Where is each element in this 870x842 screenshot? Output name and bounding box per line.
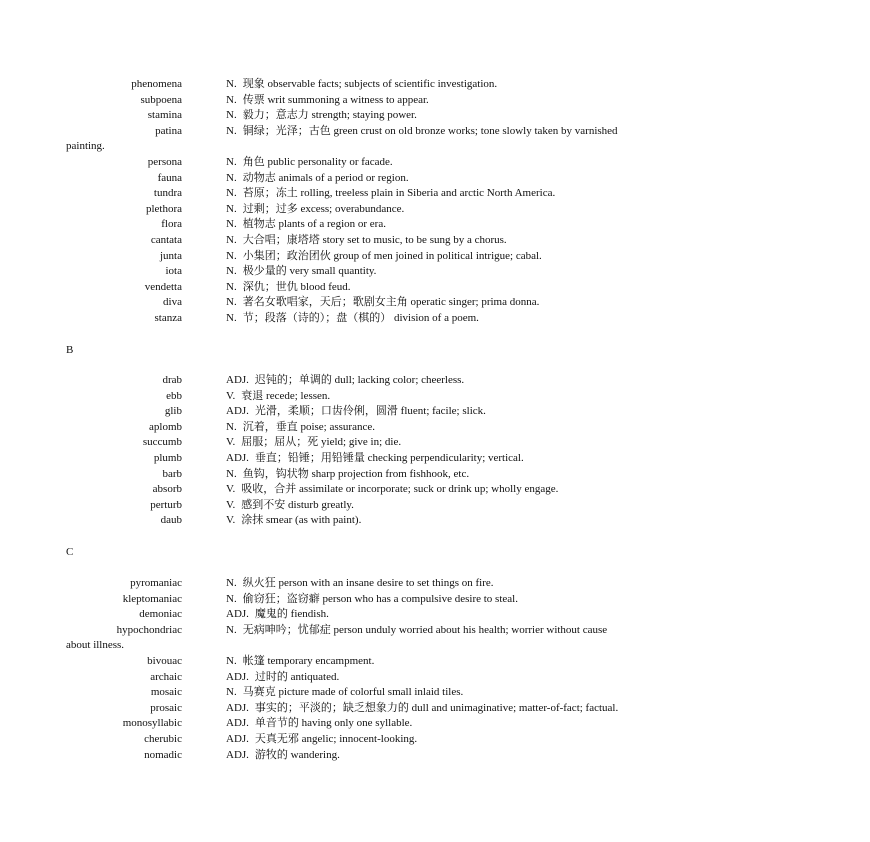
entry-definition-text: 天真无邪 angelic; innocent-looking. (254, 732, 418, 745)
vocab-entry (0, 404, 870, 420)
entry-definition-text: 毅力；意志力 strength; staying power. (242, 109, 417, 122)
entry-definition (226, 498, 354, 514)
entry-definition-text: 感到不安 disturb greatly. (241, 498, 354, 511)
entry-definition-text: 光滑，柔顺；口齿伶俐，圆滑 fluent; facile; slick. (254, 405, 486, 418)
entry-word: fauna (157, 171, 182, 184)
entry-word: monosyllabic (122, 717, 182, 730)
entry-part-of-speech: ADJ. (226, 451, 249, 464)
vocab-entry (0, 280, 870, 296)
entry-word: pyromaniac (130, 577, 182, 589)
entry-definition-text: 小集团；政治团伙 group of men joined in political intrigue; cabal. (242, 249, 542, 262)
entry-part-of-speech: N. (226, 249, 237, 262)
entry-definition-continuation: painting. (66, 140, 105, 153)
entry-word: barb (162, 467, 182, 480)
entry-definition (226, 389, 330, 405)
entry-definition (226, 420, 375, 436)
entry-word: phenomena (131, 78, 182, 90)
entry-part-of-speech: V. (226, 498, 236, 511)
section-letter-b: B (66, 344, 74, 356)
entry-part-of-speech: ADJ. (226, 701, 249, 714)
entry-part-of-speech: ADJ. (226, 405, 249, 418)
entry-definition (226, 202, 404, 218)
entry-word: demoniac (139, 608, 182, 621)
entry-part-of-speech: N. (226, 202, 237, 215)
entry-definition-text: 魔鬼的 fiendish. (254, 608, 329, 621)
entry-definition (226, 623, 786, 639)
entry-part-of-speech: N. (226, 311, 237, 324)
vocab-entry (0, 420, 870, 436)
entry-word: junta (160, 249, 182, 262)
section-letter-c: C (66, 546, 74, 558)
entry-word: diva (163, 296, 182, 309)
entry-definition-text: 事实的；平淡的；缺乏想象力的 dull and unimaginative; matter-of-fact; factual. (254, 701, 619, 714)
entry-definition-text: 鱼钩，钩状物 sharp projection from fishhook, etc. (242, 467, 470, 480)
entry-part-of-speech: ADJ. (226, 374, 249, 386)
entry-definition-text: 苔原；冻土 rolling, treeless plain in Siberia and arctic North America. (242, 187, 556, 200)
entry-word: plethora (145, 202, 182, 215)
entry-list-a (0, 77, 870, 327)
entry-definition (226, 373, 464, 389)
entry-definition-text: 游牧的 wandering. (254, 748, 340, 761)
vocab-entry (0, 685, 870, 701)
entry-definition-text: 铜绿；光泽；古色 green crust on old bronze works; tone slowly taken by varnished (242, 124, 618, 137)
entry-definition-text: 过剩；过多 excess; overabundance. (242, 202, 405, 215)
entry-definition-text: 单音节的 having only one syllable. (254, 717, 413, 730)
entry-definition-text: 无病呻吟；忧郁症 person unduly worried about his health; worrier without cause (242, 623, 608, 636)
entry-part-of-speech: ADJ. (226, 608, 249, 621)
entry-definition (226, 576, 494, 592)
entry-word: archaic (150, 670, 182, 683)
vocab-entry (0, 124, 870, 155)
entry-definition-text: 现象 observable facts; subjects of scientific investigation. (242, 78, 498, 90)
entry-definition-text: 传票 writ summoning a witness to appear. (242, 93, 429, 106)
entry-word: iota (165, 265, 182, 278)
entry-definition (226, 685, 463, 701)
entry-definition-text: 吸收，合并 assimilate or incorporate; suck or drink up; wholly engage. (241, 483, 559, 496)
entry-word: succumb (142, 436, 182, 449)
vocab-entry (0, 701, 870, 717)
entry-word: nomadic (144, 748, 182, 761)
vocab-entry (0, 467, 870, 483)
entry-word: persona (147, 155, 182, 168)
entry-word: stamina (147, 109, 182, 122)
entry-word: mosaic (150, 686, 182, 699)
vocab-entry (0, 217, 870, 233)
vocab-entry (0, 155, 870, 171)
vocab-entry (0, 93, 870, 109)
entry-word: drab (162, 374, 182, 386)
entry-part-of-speech: N. (226, 171, 237, 184)
entry-definition (226, 592, 518, 608)
vocab-entry (0, 249, 870, 265)
entry-part-of-speech: N. (226, 265, 237, 278)
vocab-entry (0, 435, 870, 451)
entry-definition (226, 249, 542, 265)
entry-word: cherubic (144, 732, 182, 745)
vocab-entry (0, 77, 870, 93)
vocab-entry (0, 451, 870, 467)
entry-word: glib (164, 405, 182, 418)
entry-definition (226, 701, 618, 717)
entry-part-of-speech: V. (226, 389, 236, 402)
vocab-entry (0, 482, 870, 498)
entry-definition (226, 607, 329, 623)
entry-part-of-speech: N. (226, 78, 237, 90)
vocab-entry (0, 748, 870, 764)
entry-definition-text: 纵火狂 person with an insane desire to set things on fire. (242, 577, 494, 589)
entry-word: tundra (153, 187, 182, 200)
entry-part-of-speech: N. (226, 109, 237, 122)
entry-definition (226, 435, 401, 451)
entry-definition (226, 451, 524, 467)
entry-definition (226, 171, 409, 187)
vocab-entry (0, 171, 870, 187)
entry-part-of-speech: V. (226, 436, 236, 449)
entry-part-of-speech: N. (226, 467, 237, 480)
entry-word: perturb (150, 498, 182, 511)
entry-part-of-speech: V. (226, 483, 236, 496)
entry-part-of-speech: N. (226, 592, 237, 605)
entry-definition (226, 77, 497, 93)
entry-part-of-speech: N. (226, 187, 237, 200)
entry-part-of-speech: N. (226, 280, 237, 293)
entry-part-of-speech: ADJ. (226, 717, 249, 730)
entry-definition-text: 极少量的 very small quantity. (242, 265, 377, 278)
entry-word: cantata (150, 233, 182, 246)
entry-word: daub (160, 514, 182, 527)
entry-part-of-speech: N. (226, 296, 237, 309)
entry-part-of-speech: ADJ. (226, 732, 249, 745)
entry-definition-text: 马赛克 picture made of colorful small inlaid tiles. (242, 686, 464, 699)
entry-definition (226, 404, 486, 420)
section-c (0, 576, 870, 763)
entry-definition (226, 93, 429, 109)
entry-list-b (0, 373, 870, 529)
entry-word: vendetta (144, 280, 182, 293)
vocab-entry (0, 373, 870, 389)
entry-part-of-speech: N. (226, 577, 237, 589)
entry-definition-text: 迟钝的；单调的 dull; lacking color; cheerless. (254, 374, 465, 386)
vocab-entry (0, 108, 870, 124)
entry-definition (226, 654, 374, 670)
entry-definition (226, 482, 558, 498)
section-a (0, 77, 870, 327)
entry-word: hypochondriac (116, 623, 182, 636)
entry-part-of-speech: N. (226, 218, 237, 231)
entry-definition-text: 角色 public personality or facade. (242, 155, 393, 168)
vocab-entry (0, 311, 870, 327)
entry-definition-text: 植物志 plants of a region or era. (242, 218, 386, 231)
entry-definition (226, 295, 539, 311)
vocab-entry (0, 607, 870, 623)
entry-definition (226, 233, 507, 249)
section-b (0, 373, 870, 529)
entry-definition-text: 动物志 animals of a period or region. (242, 171, 409, 184)
entry-word: bivouac (147, 654, 182, 667)
vocab-entry (0, 186, 870, 202)
entry-definition (226, 513, 361, 529)
vocab-entry (0, 295, 870, 311)
entry-word: absorb (152, 483, 182, 496)
vocab-entry (0, 498, 870, 514)
vocab-entry (0, 233, 870, 249)
entry-definition-continuation: about illness. (66, 639, 125, 652)
entry-definition-text: 帐篷 temporary encampment. (242, 654, 375, 667)
entry-definition (226, 716, 412, 732)
entry-word: flora (161, 218, 182, 231)
entry-definition (226, 124, 786, 140)
entry-definition (226, 670, 339, 686)
entry-part-of-speech: N. (226, 233, 237, 246)
entry-part-of-speech: N. (226, 686, 237, 699)
entry-word: stanza (154, 311, 182, 324)
entry-definition-text: 过时的 antiquated. (254, 670, 340, 683)
entry-definition-text: 著名女歌唱家，天后；歌剧女主角 operatic singer; prima donna. (242, 296, 540, 309)
entry-definition-text: 大合唱；康塔塔 story set to music, to be sung by a chorus. (242, 233, 507, 246)
vocab-entry (0, 654, 870, 670)
vocab-entry (0, 513, 870, 529)
entry-definition-text: 沉着，垂直 poise; assurance. (242, 420, 375, 433)
entry-definition (226, 264, 376, 280)
vocab-entry (0, 202, 870, 218)
entry-definition (226, 217, 386, 233)
entry-part-of-speech: N. (226, 124, 237, 137)
entry-definition (226, 155, 393, 171)
entry-definition (226, 467, 469, 483)
entry-definition-text: 垂直；铅锤；用铅锤量 checking perpendicularity; vertical. (254, 451, 524, 464)
vocab-entry (0, 732, 870, 748)
vocab-entry (0, 592, 870, 608)
entry-definition-text: 节；段落（诗的）；盘（棋的） division of a poem. (242, 311, 479, 324)
entry-definition (226, 732, 417, 748)
entry-definition (226, 186, 555, 202)
entry-definition-text: 偷窃狂；盗窃癖 person who has a compulsive desire to steal. (242, 592, 518, 605)
vocab-entry (0, 576, 870, 592)
vocab-entry (0, 264, 870, 280)
entry-definition (226, 311, 479, 327)
entry-word: subpoena (140, 93, 182, 106)
entry-definition (226, 748, 340, 764)
vocab-entry (0, 716, 870, 732)
entry-definition (226, 280, 351, 296)
entry-part-of-speech: N. (226, 93, 237, 106)
entry-part-of-speech: ADJ. (226, 670, 249, 683)
entry-definition-text: 深仇；世仇 blood feud. (242, 280, 351, 293)
entry-part-of-speech: N. (226, 623, 237, 636)
vocab-entry (0, 389, 870, 405)
vocab-entry (0, 670, 870, 686)
entry-word: patina (155, 124, 182, 137)
entry-word: plumb (153, 451, 182, 464)
entry-part-of-speech: N. (226, 155, 237, 168)
entry-definition-text: 衰退 recede; lessen. (241, 389, 331, 402)
entry-word: kleptomaniac (122, 592, 182, 605)
entry-definition-text: 屈服；屈从；死 yield; give in; die. (241, 436, 402, 449)
entry-word: prosaic (150, 701, 182, 714)
entry-word: aplomb (149, 420, 182, 433)
vocab-entry (0, 623, 870, 654)
entry-word: ebb (166, 389, 182, 402)
entry-part-of-speech: ADJ. (226, 748, 249, 761)
entry-list-c (0, 576, 870, 763)
entry-part-of-speech: N. (226, 654, 237, 667)
entry-definition-text: 涂抹 smear (as with paint). (241, 514, 362, 527)
entry-definition (226, 108, 417, 124)
entry-part-of-speech: N. (226, 420, 237, 433)
entry-part-of-speech: V. (226, 514, 236, 527)
